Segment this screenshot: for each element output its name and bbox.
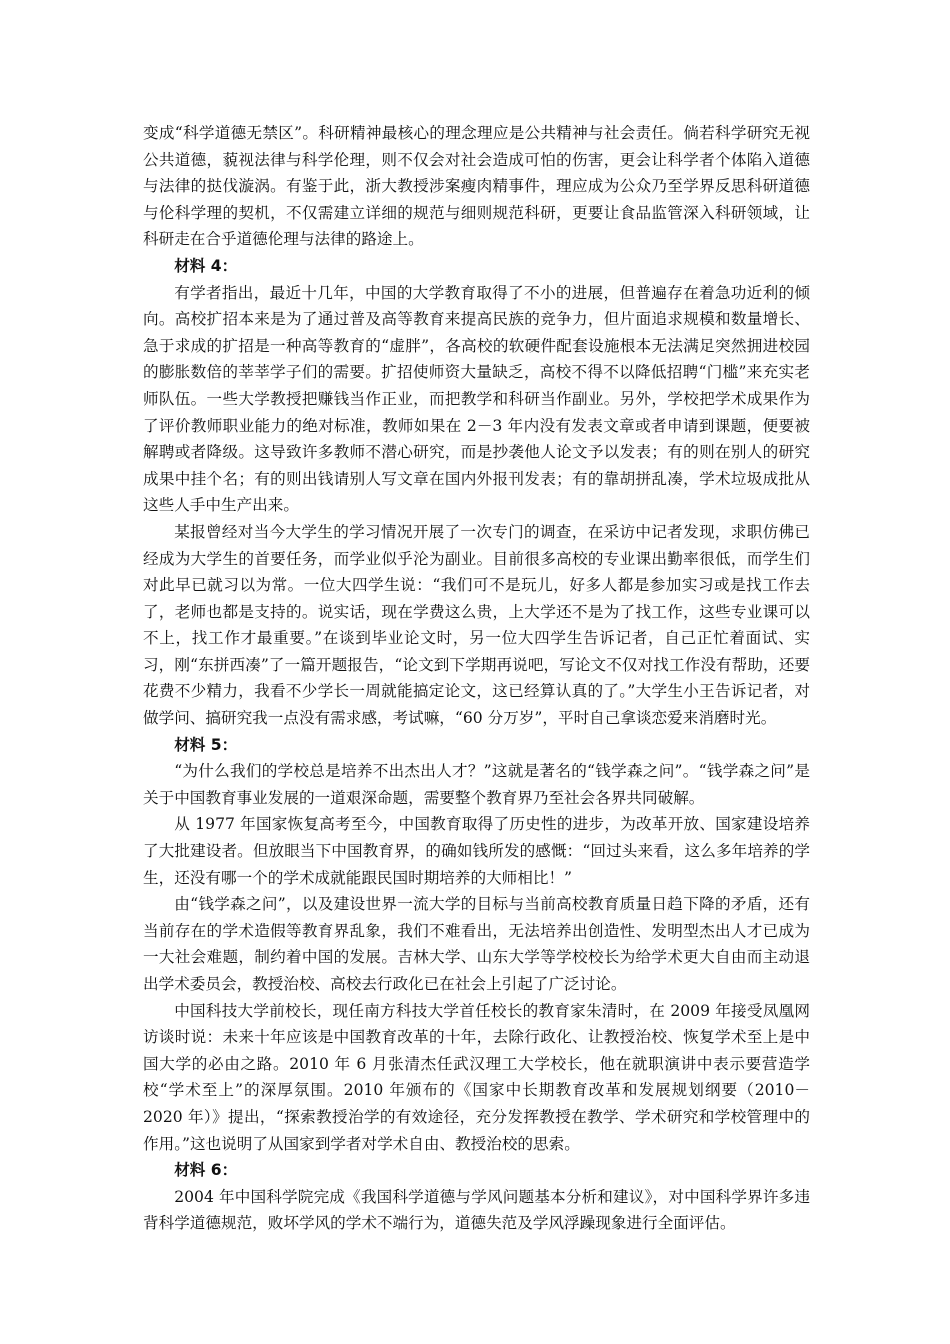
heading-material-6: 材料 6： bbox=[174, 1161, 238, 1180]
paragraph-student-survey: 某报曾经对当今大学生的学习情况开展了一次专门的调查，在采访中记者发现，求职仿佛已经成为大学生的首要任务，而学业似乎沦为副业。目前很多高校的专业课出勤率很低，而学生们对此早已就习以为常。一位大四学生说：“我们可不是玩儿，好多人都是参加实习或是找工作去了，老师也都是支持的。说实话，现在学费这么贵，上大学还不是为了找工作，这些专业课可以不上，找工作才最重要。”在谈到毕业论文时，另一位大四学生告诉记者，自己正忙着面试、实习，刚“东拼西凑”了一篇开题报告，“论文到下学期再说吧，写论文不仅对找工作没有帮助，还要花费不少精力，我看不少学长一周就能搞定论文，这已经算认真的了。”大学生小王告诉记者，对做学问、搞研究我一点没有需求感，考试嘛，“60 分万岁”，平时自己拿谈恋爱来消磨时光。 bbox=[143, 522, 810, 728]
heading-material-4: 材料 4： bbox=[174, 256, 238, 275]
paragraph-material-3-conclusion: 变成“科学道德无禁区”。科研精神最核心的理念理应是公共精神与社会责任。倘若科学研究无视公共道德，藐视法律与科学伦理，则不仅会对社会造成可怕的伤害，更会让科学者个体陷入道德与法律的挞伐漩涡。有鉴于此，浙大教授涉案瘦肉精事件，理应成为公众乃至学界反思科研道德与伦科学理的契机，不仅需建立详细的规范与细则规范科研，更要让食品监管深入科研领域，让科研走在合乎道德伦理与法律的路途上。 bbox=[143, 124, 810, 249]
paragraph-education-progress: 从 1977 年国家恢复高考至今，中国教育取得了历史性的进步，为改革开放、国家建设培养了大批建设者。但放眼当下中国教育界，的确如钱所发的感慨：“回过头来看，这么多年培养的学生，还没有哪一个的学术成就能跟民国时期培养的大师相比！” bbox=[143, 815, 810, 887]
paragraph-academic-freedom: 由“钱学森之问”，以及建设世界一流大学的目标与当前高校教育质量日趋下降的矛盾，还有当前存在的学术造假等教育界乱象，我们不难看出，无法培养出创造性、发明型杰出人才已成为一大社会难题，制约着中国的发展。吉林大学、山东大学等学校校长为给学术更大自由而主动退出学术委员会，教授治校、高校去行政化已在社会上引起了广泛讨论。 bbox=[143, 895, 810, 993]
paragraph-university-expansion: 有学者指出，最近十几年，中国的大学教育取得了不小的进展，但普遍存在着急功近利的倾向。高校扩招本来是为了通过普及高等教育来提高民族的竞争力，但片面追求规模和数量增长、急于求成的扩招是一种高等教育的“虚胖”，各高校的软硬件配套设施根本无法满足突然拥进校园的膨胀数倍的莘莘学子们的需要。扩招使师资大量缺乏，高校不得不以降低招聘“门槛”来充实老师队伍。一些大学教授把赚钱当作正业，而把教学和科研当作副业。另外，学校把学术成果作为了评价教师职业能力的绝对标准，教师如果在 2－3 年内没有发表文章或者申请到课题，便要被解聘或者降级。这导致许多教师不潜心研究，而是抄袭他人论文予以发表；有的则在别人的研究成果中挂个名；有的则出钱请别人写文章在国内外报刊发表；有的靠胡拼乱凑，学术垃圾成批从这些人手中生产出来。 bbox=[143, 283, 810, 515]
paragraph-cas-report: 2004 年中国科学院完成《我国科学道德与学风问题基本分析和建议》，对中国科学界许多违背科学道德规范，败坏学风的学术不端行为，道德失范及学风浮躁现象进行全面评估。 bbox=[143, 1187, 810, 1233]
paragraph-qian-xuesen-question: “为什么我们的学校总是培养不出杰出人才？”这就是著名的“钱学森之问”。“钱学森之问”是关于中国教育事业发展的一道艰深命题，需要整个教育界乃至社会各界共同破解。 bbox=[143, 762, 810, 807]
document-page bbox=[143, 120, 810, 1237]
paragraph-zhu-qingshi: 中国科技大学前校长，现任南方科技大学首任校长的教育家朱清时，在 2009 年接受凤凰网访谈时说：未来十年应该是中国教育改革的十年，去除行政化、让教授治校、恢复学术至上是中国大学的必由之路。2010 年 6 月张清杰任武汉理工大学校长，他在就职演讲中表示要营造学校“学术至上”的深厚氛围。2010 年颁布的《国家中长期教育改革和发展规划纲要（2010－2020 年）》提出，“探索教授治学的有效途径，充分发挥教授在教学、学术研究和学校管理中的作用。”这也说明了从国家到学者对学术自由、教授治校的思索。 bbox=[143, 1001, 810, 1153]
heading-material-5: 材料 5： bbox=[174, 735, 238, 754]
